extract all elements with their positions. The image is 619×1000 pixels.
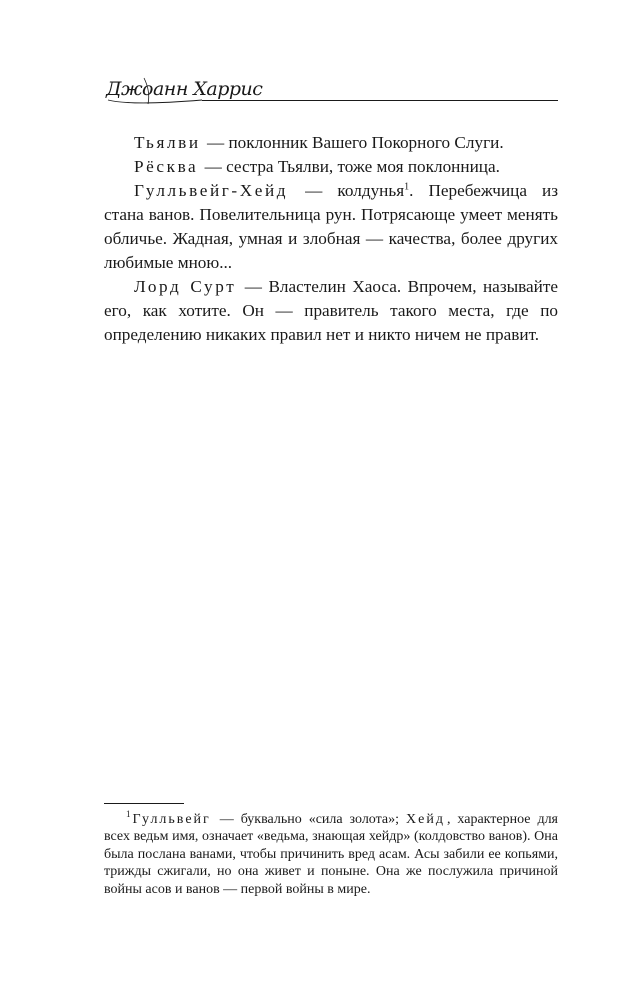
running-head [104, 74, 558, 108]
paragraph-text: — колдунья [290, 181, 405, 200]
paragraph-roskva [104, 155, 558, 179]
paragraph-text: — Властелин Хаоса. Впрочем, называйте его, как хотите. Он — правитель такого места, где по определению никаких правил нет и никто ничем не правит. [104, 277, 559, 344]
paragraph-gullveig [104, 179, 558, 275]
header-rule [202, 100, 558, 101]
paragraph-text: . Перебежчица из стана ванов. Повелительница рун. Потрясающе умеет менять обличье. Жадная, умная и злобная — качества, более других любимые мною... [104, 181, 559, 272]
author-logo [104, 74, 263, 108]
character-name: Гулльвейг-Хейд [134, 181, 289, 200]
footnote-term: Гулльвейг [132, 812, 211, 827]
footnote-rule [104, 803, 184, 804]
character-name: Рёсква [134, 157, 199, 176]
paragraph-text: — сестра Тьялви, тоже моя поклонница. [200, 157, 500, 176]
footnote-term: Хейд [406, 812, 445, 827]
footnote-paragraph [104, 811, 558, 898]
character-name: Тьялви [134, 133, 201, 152]
footnote-text: — буквально «сила золота»; [212, 812, 406, 827]
main-text [104, 131, 558, 347]
paragraph-text: — поклонник Вашего Покорного Слуги. [202, 133, 504, 152]
character-name: Лорд Сурт [134, 277, 237, 296]
footnote [104, 811, 558, 898]
footnote-number: 1 [126, 809, 131, 820]
paragraph-tyalvi [104, 131, 558, 155]
footnote-text: , характерное для всех ведьм имя, означает «ведьма, знающая хейдр» (колдовство ванов). Она была послана ванами, чтобы причинить вред асам. Асы забили ее копьями, трижды сжигали, но она живет и поныне. Она же послужила причиной войны асов и ванов — первой войны в мире. [104, 812, 558, 897]
author-name: Джоанн Харрис [106, 78, 263, 100]
footnote-reference[interactable]: 1 [404, 181, 410, 193]
paragraph-surt [104, 275, 558, 347]
